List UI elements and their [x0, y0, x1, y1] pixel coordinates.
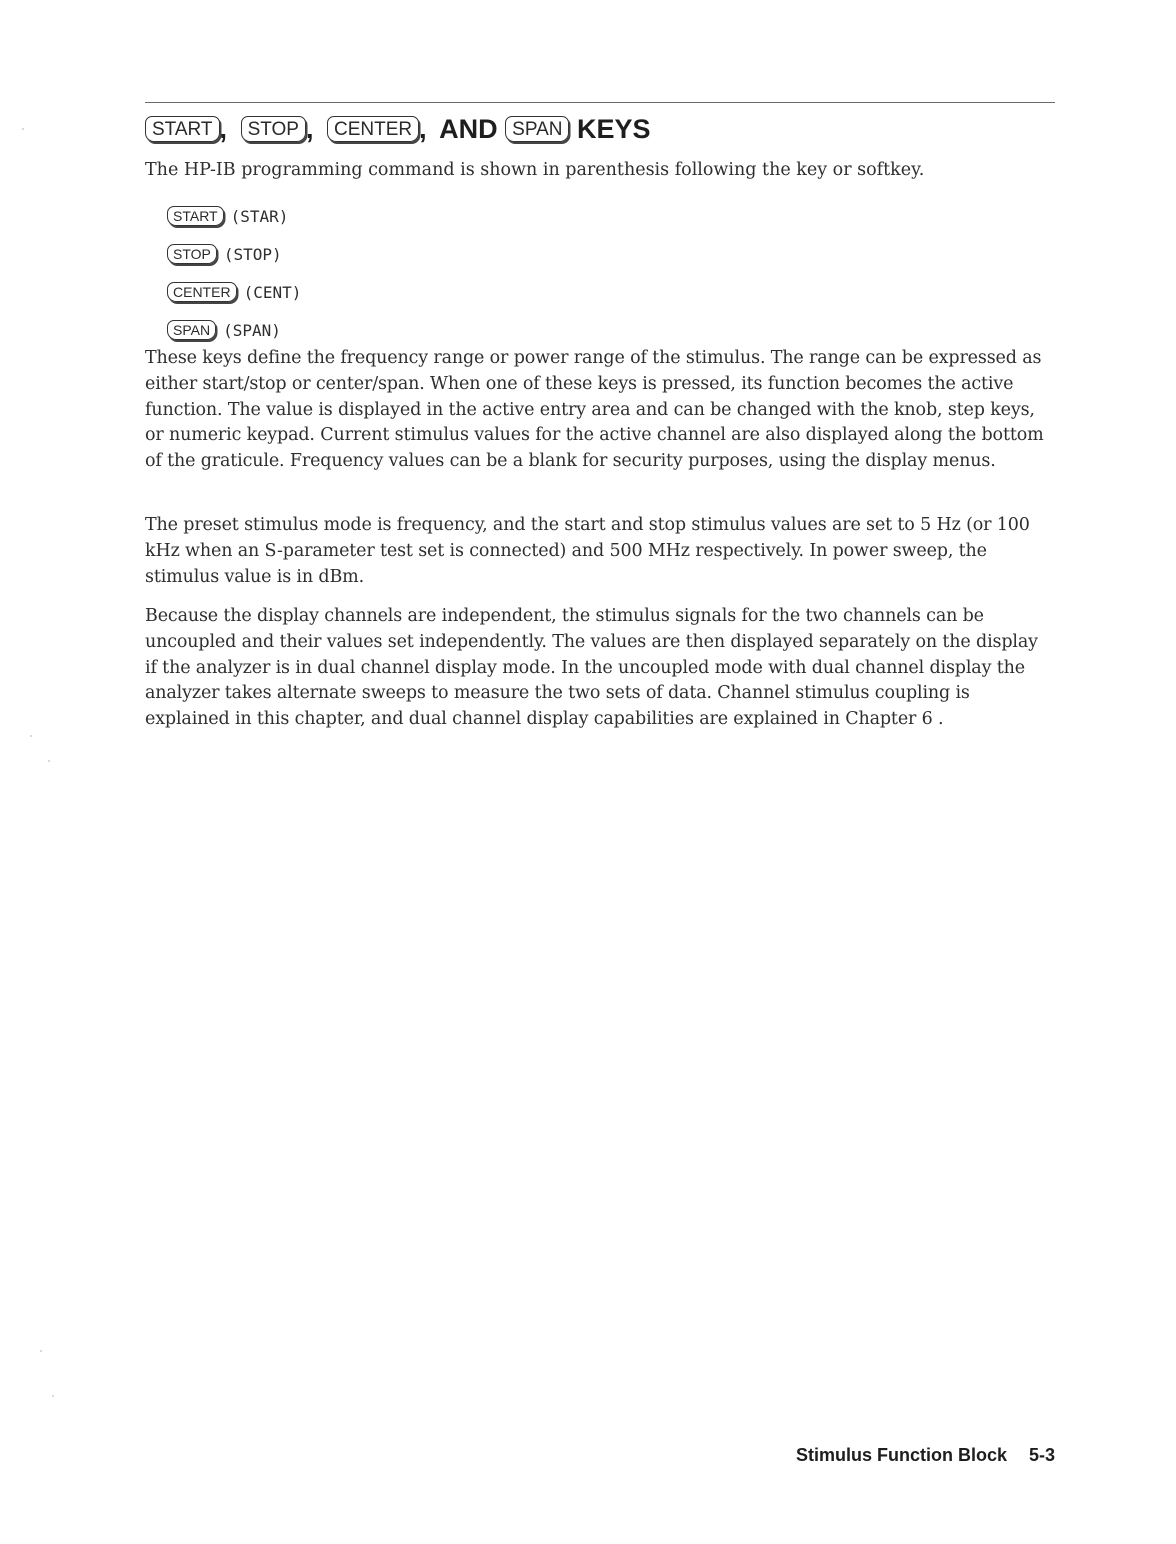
document-page	[145, 0, 1055, 1544]
command-code-cent: (CENT)	[243, 282, 302, 302]
command-list	[167, 197, 301, 349]
footer-section-title: Stimulus Function Block	[795, 1445, 1007, 1465]
scan-speck	[48, 760, 50, 762]
command-code-span: (SPAN)	[223, 320, 281, 340]
footer-page-number: 5-3	[1028, 1445, 1055, 1465]
page-footer	[796, 1445, 1055, 1466]
span-key-cap: SPAN	[167, 320, 216, 340]
command-row-stop	[167, 235, 301, 273]
scan-speck	[40, 1350, 42, 1352]
intro-sentence: The HP-IB programming command is shown in parenthesis following the key or softkey.	[145, 160, 925, 180]
section-heading	[145, 112, 651, 146]
scan-speck	[30, 735, 32, 737]
heading-keys-word: KEYS	[577, 114, 651, 144]
top-rule	[145, 102, 1055, 103]
command-code-star: (STAR)	[230, 206, 289, 226]
center-key-cap: CENTER	[327, 116, 419, 142]
command-row-center	[167, 273, 301, 311]
paragraph-channel-coupling: Because the display channels are independent, the stimulus signals for the two channels can be uncoupled and their values set independently. The values are then displayed separately on the display if the analyzer is in dual channel display mode. In the uncoupled mode with dual channel display the analyzer takes alternate sweeps to measure the two sets of data. Channel stimulus coupling is explained in this chapter, and dual channel display capabilities are explained in Chapter 6 .	[145, 606, 1038, 730]
stop-key-cap: STOP	[241, 116, 306, 142]
command-row-start	[167, 197, 301, 235]
start-key-cap: START	[145, 116, 220, 142]
heading-and-word: AND	[439, 114, 498, 144]
stop-key-cap: STOP	[167, 244, 217, 264]
heading-comma: ,	[305, 114, 314, 144]
heading-comma: ,	[419, 114, 427, 144]
scan-speck	[52, 1395, 54, 1397]
scan-speck	[22, 128, 24, 130]
start-key-cap: START	[167, 206, 224, 226]
span-key-cap: SPAN	[505, 116, 569, 142]
command-row-span	[167, 311, 301, 349]
command-code-stop: (STOP)	[223, 244, 282, 264]
heading-comma: ,	[219, 114, 228, 144]
paragraph-key-description: These keys define the frequency range or power range of the stimulus. The range can be expressed as either start/stop or center/span. When one of these keys is pressed, its function becomes the active function. The value is displayed in the active entry area and can be changed with the knob, step keys, or numeric keypad. Current stimulus values for the active channel are also displayed along the bottom of the graticule. Frequency values can be a blank for security purposes, using the display menus.	[145, 348, 1044, 472]
paragraph-preset-mode: The preset stimulus mode is frequency, and the start and stop stimulus values are set to 5 Hz (or 100 kHz when an S-parameter test set is connected) and 500 MHz respectively. In power sweep, the stimulus value is in dBm.	[145, 515, 1030, 587]
center-key-cap: CENTER	[167, 282, 237, 302]
